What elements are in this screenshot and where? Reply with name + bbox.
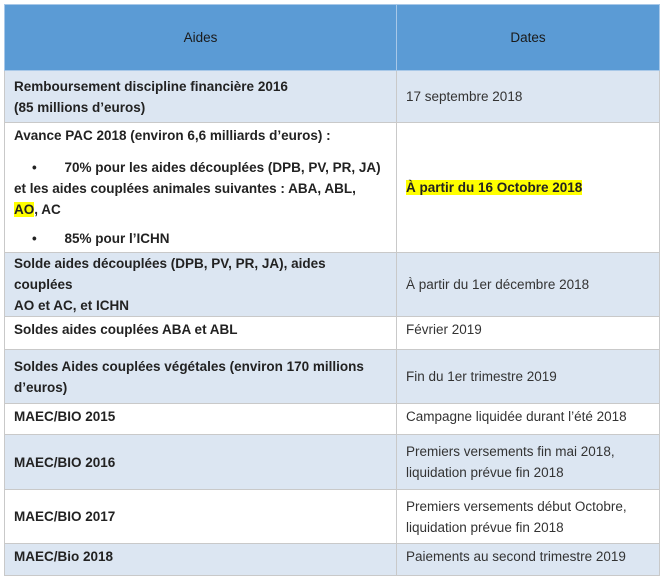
date-cell: Campagne liquidée durant l’été 2018 — [397, 404, 660, 435]
aide-cell: MAEC/BIO 2015 — [5, 404, 397, 435]
date-cell: Paiements au second trimestre 2019 — [397, 544, 660, 576]
date-cell: Premiers versements fin mai 2018, liquidation prévue fin 2018 — [397, 435, 660, 490]
aide-cell: Avance PAC 2018 (environ 6,6 milliards d’euros) : • 70% pour les aides découplées (DPB, PV, PR, JA) et les aides couplées animales suivantes : ABA, ABL, AO, AC • 85% pour l’ICHN — [5, 123, 397, 253]
date-cell: 17 septembre 2018 — [397, 71, 660, 123]
table-row — [5, 404, 660, 435]
table-row — [5, 253, 660, 317]
table-row — [5, 544, 660, 576]
date-cell: Premiers versements début Octobre, liquidation prévue fin 2018 — [397, 490, 660, 544]
header-aides: Aides — [5, 5, 397, 71]
aide-cell: Solde aides découplées (DPB, PV, PR, JA), aides couplées AO et AC, et ICHN — [5, 253, 397, 317]
table-row — [5, 435, 660, 490]
aide-cell: Remboursement discipline financière 2016 (85 millions d’euros) — [5, 71, 397, 123]
bullet-symbol: • — [32, 231, 37, 246]
table-row — [5, 317, 660, 350]
bullet-item: • 85% pour l’ICHN — [32, 231, 170, 246]
aide-cell: MAEC/BIO 2017 — [5, 490, 397, 544]
highlight-date: À partir du 16 Octobre 2018 — [406, 180, 583, 195]
aides-table — [4, 4, 660, 576]
aide-cell: MAEC/Bio 2018 — [5, 544, 397, 576]
table-row — [5, 71, 660, 123]
table-row — [5, 490, 660, 544]
aide-cell: Soldes Aides couplées végétales (environ 170 millions d’euros) — [5, 350, 397, 404]
date-cell: Fin du 1er trimestre 2019 — [397, 350, 660, 404]
aide-cell: Soldes aides couplées ABA et ABL — [5, 317, 397, 350]
highlight-ao: AO — [14, 202, 35, 217]
bullet-item: • 70% pour les aides découplées (DPB, PV, PR, JA) — [32, 160, 381, 175]
date-cell — [397, 123, 660, 253]
aide-cell: MAEC/BIO 2016 — [5, 435, 397, 490]
header-dates: Dates — [397, 5, 660, 71]
bullet-symbol: • — [32, 160, 37, 175]
table-header-row — [5, 5, 660, 71]
date-cell: Février 2019 — [397, 317, 660, 350]
date-cell: À partir du 1er décembre 2018 — [397, 253, 660, 317]
table-row — [5, 123, 660, 253]
table-row — [5, 350, 660, 404]
